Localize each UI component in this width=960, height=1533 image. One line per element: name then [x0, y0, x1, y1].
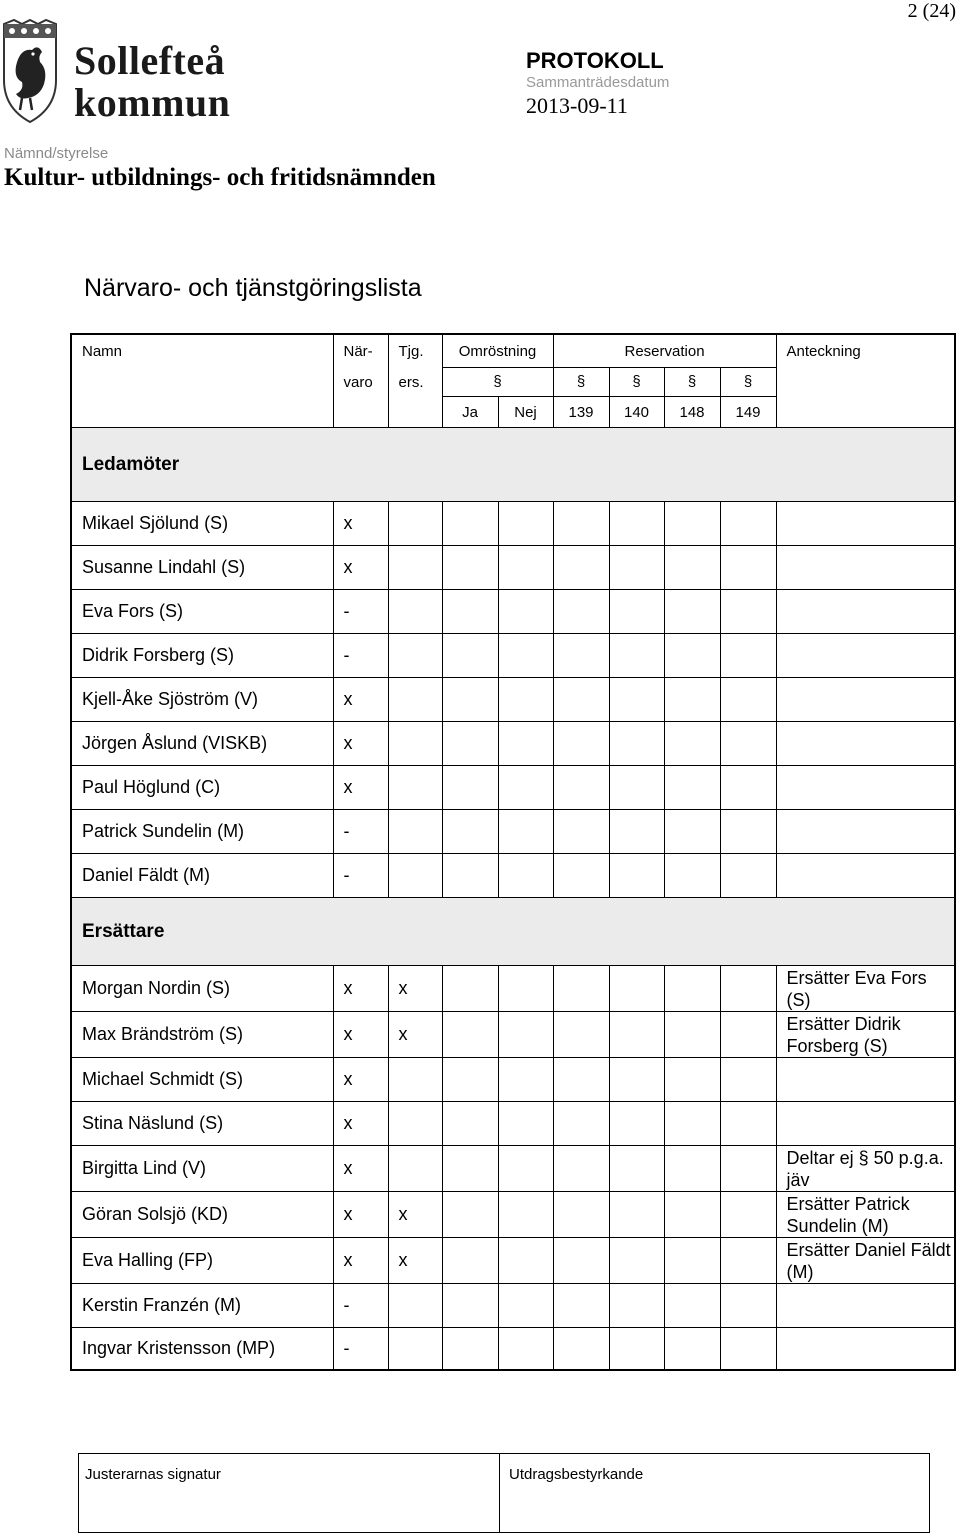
- serving-cell: [388, 854, 442, 898]
- table-row: [71, 722, 955, 766]
- table-row: [71, 546, 955, 590]
- note-cell: Ersätter Daniel Fäldt (M): [776, 1238, 955, 1284]
- present-cell: x: [333, 1146, 388, 1192]
- member-name: Birgitta Lind (V): [71, 1146, 333, 1192]
- present-cell: -: [333, 1328, 388, 1370]
- reservation-139-section-mark: §: [553, 368, 609, 397]
- member-name: Stina Näslund (S): [71, 1102, 333, 1146]
- serving-cell: x: [388, 1238, 442, 1284]
- serving-cell: x: [388, 966, 442, 1012]
- member-name: Morgan Nordin (S): [71, 966, 333, 1012]
- serving-cell: [388, 766, 442, 810]
- table-row: [71, 966, 955, 1012]
- table-row: [71, 1058, 955, 1102]
- present-cell: x: [333, 966, 388, 1012]
- reservation-140-section-mark: §: [609, 368, 664, 397]
- note-cell: [776, 1284, 955, 1328]
- note-cell: Ersätter Eva Fors (S): [776, 966, 955, 1012]
- board-label: Nämnd/styrelse: [4, 145, 109, 162]
- serving-cell: [388, 1328, 442, 1370]
- member-name: Kjell-Åke Sjöström (V): [71, 678, 333, 722]
- present-cell: x: [333, 722, 388, 766]
- note-cell: [776, 502, 955, 546]
- note-cell: [776, 1328, 955, 1370]
- present-cell: -: [333, 634, 388, 678]
- serving-cell: [388, 1102, 442, 1146]
- member-name: Susanne Lindahl (S): [71, 546, 333, 590]
- column-header-140: 140: [609, 397, 664, 428]
- municipality-name-line2: kommun: [74, 80, 231, 125]
- present-cell: -: [333, 810, 388, 854]
- note-cell: [776, 678, 955, 722]
- column-header-148: 148: [664, 397, 720, 428]
- serving-cell: [388, 590, 442, 634]
- member-name: Eva Halling (FP): [71, 1238, 333, 1284]
- extract-certification-label: Utdragsbestyrkande: [509, 1466, 644, 1483]
- present-cell: -: [333, 590, 388, 634]
- municipality-name-line1: Sollefteå: [74, 38, 226, 83]
- present-cell: -: [333, 1284, 388, 1328]
- attendance-table: [70, 333, 956, 1371]
- serving-cell: [388, 546, 442, 590]
- table-row: [71, 1146, 955, 1192]
- note-cell: [776, 634, 955, 678]
- column-header-149: 149: [720, 397, 776, 428]
- column-header-serving: Tjg.: [388, 334, 442, 368]
- present-cell: -: [333, 854, 388, 898]
- serving-cell: x: [388, 1192, 442, 1238]
- column-header-present-2: varo: [333, 368, 388, 397]
- board-name: Kultur- utbildnings- och fritidsnämnden: [4, 164, 436, 191]
- note-cell: Ersätter Patrick Sundelin (M): [776, 1192, 955, 1238]
- note-cell: [776, 1058, 955, 1102]
- serving-cell: [388, 634, 442, 678]
- section-mark: §: [858, 1147, 869, 1168]
- member-name: Eva Fors (S): [71, 590, 333, 634]
- reservation-148-section-mark: §: [664, 368, 720, 397]
- member-name: Kerstin Franzén (M): [71, 1284, 333, 1328]
- signature-divider: [499, 1454, 500, 1532]
- note-text: Deltar ej: [786, 1147, 854, 1168]
- table-row: [71, 1328, 955, 1370]
- present-cell: x: [333, 1012, 388, 1058]
- present-cell: x: [333, 766, 388, 810]
- serving-cell: [388, 502, 442, 546]
- note-cell: [776, 1146, 955, 1192]
- column-header-no: Nej: [498, 397, 553, 428]
- note-cell: [776, 722, 955, 766]
- note-cell: [776, 766, 955, 810]
- table-row: [71, 1012, 955, 1058]
- date-label: Sammanträdesdatum: [526, 74, 670, 91]
- section-title: Ledamöter: [71, 428, 955, 502]
- page-title: Närvaro- och tjänstgöringslista: [84, 274, 422, 302]
- note-cell: [776, 1102, 955, 1146]
- column-header-139: 139: [553, 397, 609, 428]
- present-cell: x: [333, 502, 388, 546]
- note-section-number: 50: [873, 1147, 894, 1168]
- coat-of-arms-icon: [4, 20, 56, 122]
- member-name: Patrick Sundelin (M): [71, 810, 333, 854]
- signature-box: [78, 1453, 930, 1533]
- serving-cell: [388, 1058, 442, 1102]
- serving-cell: x: [388, 1012, 442, 1058]
- serving-cell: [388, 1146, 442, 1192]
- present-cell: x: [333, 1192, 388, 1238]
- table-row: [71, 766, 955, 810]
- column-header-note: Anteckning: [776, 334, 955, 428]
- table-row: [71, 1192, 955, 1238]
- member-name: Michael Schmidt (S): [71, 1058, 333, 1102]
- meeting-date: 2013-09-11: [526, 93, 628, 118]
- header-row-1: [71, 334, 955, 368]
- section-title: Ersättare: [71, 898, 955, 966]
- member-name: Paul Höglund (C): [71, 766, 333, 810]
- member-name: Ingvar Kristensson (MP): [71, 1328, 333, 1370]
- table-row: [71, 678, 955, 722]
- present-cell: x: [333, 546, 388, 590]
- member-name: Didrik Forsberg (S): [71, 634, 333, 678]
- present-cell: x: [333, 1058, 388, 1102]
- serving-cell: [388, 810, 442, 854]
- section-row-substitutes: [71, 898, 955, 966]
- table-row: [71, 502, 955, 546]
- member-name: Jörgen Åslund (VISKB): [71, 722, 333, 766]
- note-cell: [776, 854, 955, 898]
- column-header-voting: Omröstning: [442, 334, 553, 368]
- table-row: [71, 1284, 955, 1328]
- table-row: [71, 590, 955, 634]
- column-header-name: Namn: [71, 334, 333, 428]
- column-header-reservation: Reservation: [553, 334, 776, 368]
- serving-cell: [388, 678, 442, 722]
- table-row: [71, 1238, 955, 1284]
- table-row: [71, 1102, 955, 1146]
- present-cell: x: [333, 678, 388, 722]
- member-name: Daniel Fäldt (M): [71, 854, 333, 898]
- table-row: [71, 634, 955, 678]
- note-cell: Ersätter Didrik Forsberg (S): [776, 1012, 955, 1058]
- page-number: 2 (24): [907, 0, 956, 22]
- note-reason: p.g.a. jäv: [786, 1147, 944, 1190]
- member-name: Mikael Sjölund (S): [71, 502, 333, 546]
- table-row: [71, 810, 955, 854]
- serving-cell: [388, 722, 442, 766]
- column-header-present: När-: [333, 334, 388, 368]
- section-row-members: [71, 428, 955, 502]
- member-name: Max Brändström (S): [71, 1012, 333, 1058]
- serving-cell: [388, 1284, 442, 1328]
- present-cell: x: [333, 1102, 388, 1146]
- reservation-149-section-mark: §: [720, 368, 776, 397]
- column-header-serving-2: ers.: [388, 368, 442, 397]
- column-header-yes: Ja: [442, 397, 498, 428]
- note-cell: [776, 546, 955, 590]
- voting-section-mark: §: [442, 368, 553, 397]
- document-type: PROTOKOLL: [526, 48, 664, 73]
- table-row: [71, 854, 955, 898]
- member-name: Göran Solsjö (KD): [71, 1192, 333, 1238]
- adjusters-signature-label: Justerarnas signatur: [85, 1466, 221, 1483]
- note-cell: [776, 810, 955, 854]
- note-cell: [776, 590, 955, 634]
- present-cell: x: [333, 1238, 388, 1284]
